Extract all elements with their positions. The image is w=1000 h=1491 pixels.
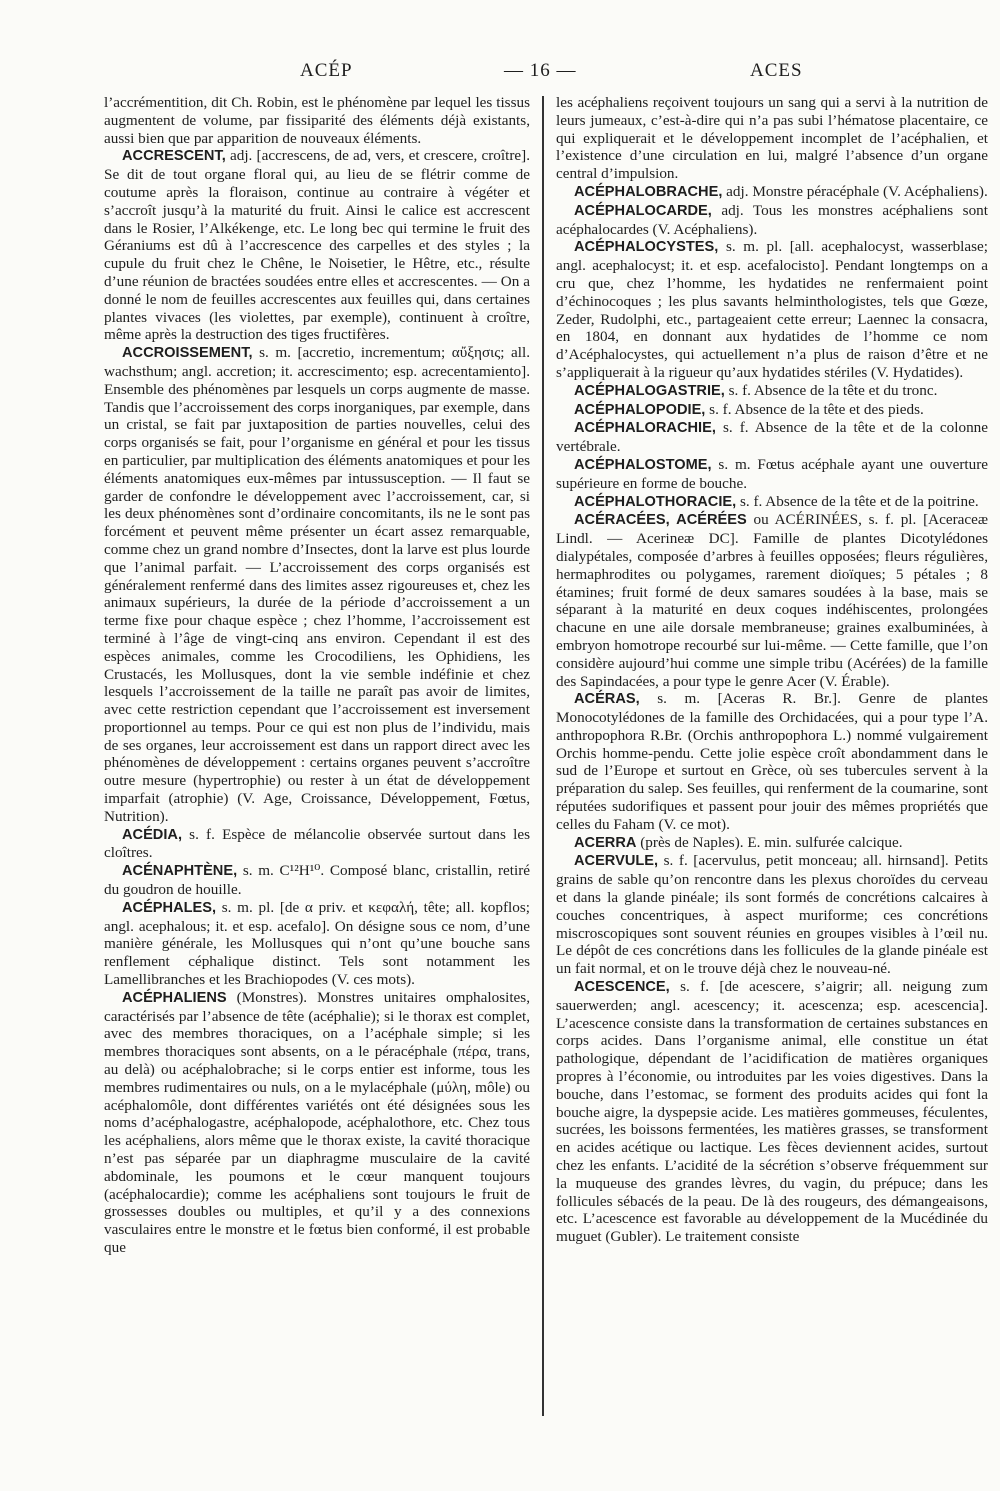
entry-headword: ACCROISSEMENT,	[122, 345, 253, 362]
entry-headword: ACÉPHALOSTOME,	[574, 456, 712, 473]
entry-headword: ACESCENCE,	[574, 979, 670, 996]
column-divider	[542, 96, 544, 1416]
entry-definition: adj. [accrescens, de ad, vers, et crescere, croître]. Se dit de tout organe floral qui, au lieu de se flétrir comme de coutume après la floraison, continue au contraire à végéter et s’accroît jusqu’à la maturité du fruit. Ainsi le calice est accrescent dans le Rosier, l’Alkékenge, etc. Le long bec qui termine le fruit des Géraniums est dû à l’accrescence des carpelles et des styles ; la cupule du fruit chez le Chêne, le Noisetier, le Hêtre, etc., résulte d’une réunion de bractées soudées entre elles et accrescentes. — On a donné le nom de feuilles accrescentes aux feuilles qui, dans certaines plantes vivaces (les violettes, par exemple), continuent à croître, même après la destruction des tiges fructifères.	[104, 147, 530, 344]
entry-definition: s. m. pl. [de α priv. et κεφαλή, tête; all. kopflos; angl. acephalous; it. et esp. acefalo]. On désigne sous ce nom, d’une manière générale, les Mollusques qui n’ont qu’une bouche sans renflement céphalique distinct. Tels sont notamment les Lamellibranches et les Brachiopodes (V. ces mots).	[104, 898, 530, 989]
header-right-guide-word: ACES	[750, 60, 803, 81]
entry-headword: ACÉPHALORACHIE,	[574, 420, 716, 437]
header-left-guide-word: ACÉP	[300, 60, 353, 81]
dictionary-entry	[104, 94, 530, 147]
dictionary-entry	[104, 344, 530, 826]
entry-definition: s. f. Espèce de mélancolie observée surtout dans les cloîtres.	[104, 825, 530, 862]
entry-headword: ACÉRAS,	[574, 691, 640, 708]
entry-definition: s. f. [acervulus, petit monceau; all. hirnsand]. Petits grains de sable qu’on rencontre dans les plexus choroïdes du cerveau et dans la glande pinéale; ils sont formés de concrétions calcaires à couches concentriques, à aspect muriforme; ces concrétions miscroscopiques sont souvent réunies en groupes visibles à l’œil nu. Le dépôt de ces concrétions dans les follicules de la glande pinéale est un fait normal, et on le trouve déjà chez le nouveau-né.	[556, 852, 988, 978]
dictionary-entry	[556, 690, 988, 833]
entry-headword: ACÉNAPHTÈNE,	[122, 863, 238, 880]
entry-headword: ACÉPHALOPODIE,	[574, 401, 706, 418]
entry-definition: s. m. pl. [all. acephalocyst, wasserblase; angl. acephalocyst; it. et esp. acefalocisto]. Pendant longtemps on a cru que, chez l’homme, les hydatides ne renfermaient point d’échinocoques ; les plus savants helminthologistes, tels que Gœze, Zeder, Rudolphi, etc., partageaient cette erreur; Laennec la consacra, en 1804, en donnant aux hydatides de l’homme ce nom d’Acéphalocystes, qui actuellement n’a plus de raison d’être et ne s’appliquerait à la rigueur qu’aux hydatides stériles (V. Hydatides).	[556, 238, 988, 381]
entry-headword: ACERRA	[574, 834, 637, 851]
entry-definition: s. m. [accretio, incrementum; αὔξησις; all. wachsthum; angl. accretion; it. accrescimento; esp. acrecentamiento]. Ensemble des phénomènes par lesquels un corps augmente de masse. Tandis que l’accroissement des corps inorganiques, par exemple, dans un cristal, se fait par juxtaposition de parties nouvelles, celui des corps organisés se fait, pour l’organisme en général et pour les tissus en particulier, par multiplication des éléments anatomiques et pour les éléments anatomiques eux-mêmes par intussusception. — Il faut se garder de confondre le développement avec l’accroissement, car, si les deux phénomènes sont d’ordinaire concomitants, ils ne le sont pas forcément et peuvent même présenter un écart assez remarquable, comme chez un grand nombre d’Insectes, dont la larve est plus lourde que l’animal parfait. — L’accroissement des corps organisés est généralement renfermé dans des limites assez rigoureuses et, chez les animaux supérieurs, la durée de la période d’accroissement a un terme fixe pour chaque espèce ; chez l’homme, l’accroissement est terminé à l’âge de vingt-cinq ans environ. Cependant il est des espèces animales, comme les Crocodiliens, les Ophidiens, les Crustacés, les Mollusques, dont la vie semble indéfinie et chez lesquels l’accroissement de la taille ne paraît pas avoir de limites, avec cette restriction cependant que l’accroissement est inversement proportionnel au temps. Pour ce qui est non plus de l’individu, mais de ses organes, leur accroissement est dans un rapport direct avec les phénomènes de développement : certains organes peuvent s’accroître outre mesure (hypertrophie) ou rester à un état de développement imparfait (atrophie) (V. Age, Croissance, Développement, Fœtus, Nutrition).	[104, 344, 530, 825]
entry-definition: adj. Tous les monstres acéphaliens sont acéphalocardes (V. Acéphaliens).	[556, 201, 988, 238]
entry-headword: ACÉDIA,	[122, 826, 182, 843]
entry-definition: s. f. Absence de la tête et des pieds.	[705, 400, 924, 418]
entry-headword: ACÉRACÉES, ACÉRÉES	[574, 512, 747, 529]
page-number: — 16 —	[504, 60, 577, 81]
dictionary-entry	[556, 202, 988, 239]
entry-definition: les acéphaliens reçoivent toujours un sang qui a servi à la nutrition de leurs jumeaux, c’est-à-dire qui n’a pas subi l’hématose placentaire, ce qui expliquerait et le développement incomplet de l’acéphalien, et l’existence d’une circulation en lui, malgré l’absence d’un organe central d’impulsion.	[556, 94, 988, 183]
entry-headword: ACÉPHALOBRACHE,	[574, 183, 723, 200]
entry-definition: s. m. C¹²H¹⁰. Composé blanc, cristallin, retiré du goudron de houille.	[104, 862, 530, 899]
dictionary-entry	[556, 493, 988, 512]
entry-headword: ACÉPHALOCYSTES,	[574, 239, 719, 256]
entry-definition: s. f. Absence de la tête et de la colonne vertébrale.	[556, 419, 988, 456]
entry-headword: ACÉPHALOGASTRIE,	[574, 382, 725, 399]
dictionary-entry	[556, 419, 988, 456]
dictionary-entry	[104, 899, 530, 989]
running-header	[104, 60, 986, 90]
entry-headword: ACÉPHALIENS	[122, 989, 227, 1006]
entry-definition: s. m. [Aceras R. Br.]. Genre de plantes Monocotylédones de la famille des Orchidacées, qui a pour type l’A. anthropophora R.Br. (Orchis anthropophora L.) nommé vulgairement Orchis homme-pendu. Cette jolie espèce croît abondamment dans le sud de l’Europe et surtout en Grèce, où ses tubercules servent à la préparation du salep. Ses feuilles, qui renferment de la coumarine, sont réputées sudorifiques et passent pour jouir des mêmes propriétés que celles du Faham (V. ce mot).	[556, 690, 988, 833]
entry-definition: s. f. [de acescere, s’aigrir; all. neigung zum sauerwerden; angl. acescency; it. acescenza; esp. acescencia]. L’acescence consiste dans la transformation de certaines substances en corps acides. Dans l’organisme animal, elle constitue un état pathologique, dépendant de l’acidification de matières organiques propres à l’économie, ou introduites par les voies digestives. Dans la bouche, dans l’estomac, se forment des produits acides qui font la bouche aigre, la dyspepsie acide. Les matières gommeuses, féculentes, sucrées, les boissons fermentées, les matières grasses, se transforment en acides acétique ou lactique. Les fèces deviennent acides, surtout chez les enfants. L’acidité de la sécrétion s’observe fréquemment sur la muqueuse des grandes lèvres, du vagin, du prépuce; dans les follicules sébacés de la peau. De là des rougeurs, des démangeaisons, etc. L’acescence est favorable au développement de la Mucédinée du muguet (Gubler). Le traitement consiste	[556, 978, 988, 1246]
entry-definition: (Monstres). Monstres unitaires omphalosites, caractérisés par l’absence de tête (acéphalie); si le thorax est complet, avec des membres thoraciques, on a l’acéphale simple; si les membres thoraciques sont absents, on a le péracéphale (πέρα, trans, au delà) ou acéphalobrache; si le corps entier est informe, tous les membres rudimentaires ou nuls, on a le mylacéphale (μύλη, môle) ou acéphalomôle, dont différentes variétés ont été désignées sous les noms d’acéphalogastre, acéphalopode, acéphalothore, etc. Chez tous les acéphaliens, alors même que le thorax existe, la cavité thoracique n’est pas séparée par un diaphragme musculaire de la cavité abdominale, les poumons et le cœur manquent toujours (acéphalocardie); comme les acéphaliens sont toujours le fruit de grossesses doubles ou multiples, et qu’il y a des connexions vasculaires entre le monstre et le fœtus bien conformé, il est probable que	[104, 988, 530, 1256]
right-column	[556, 94, 988, 1246]
dictionary-entry	[556, 834, 988, 853]
dictionary-entry	[104, 862, 530, 899]
entry-definition: adj. Monstre péracéphale (V. Acéphaliens).	[722, 182, 988, 200]
dictionary-entry	[104, 989, 530, 1257]
entry-definition: l’accrémentition, dit Ch. Robin, est le phénomène par lequel les tissus augmentent de volume, par fissiparité des éléments déjà existants, aussi bien que par apparition de nouveaux éléments.	[104, 94, 530, 147]
dictionary-entry	[104, 826, 530, 863]
entry-headword: ACÉPHALOCARDE,	[574, 202, 712, 219]
dictionary-entry	[556, 852, 988, 978]
dictionary-entry	[556, 456, 988, 493]
dictionary-entry	[104, 147, 530, 344]
entry-definition: s. f. Absence de la tête et du tronc.	[724, 381, 938, 399]
entry-definition: s. f. Absence de la tête et de la poitrine.	[736, 492, 979, 510]
entry-headword: ACÉPHALOTHORACIE,	[574, 493, 737, 510]
left-column	[104, 94, 530, 1257]
entry-definition: s. m. Fœtus acéphale ayant une ouverture supérieure en forme de bouche.	[556, 455, 988, 492]
entry-headword: ACCRESCENT,	[122, 148, 226, 165]
dictionary-entry	[556, 238, 988, 381]
dictionary-entry	[556, 183, 988, 202]
dictionary-entry	[556, 511, 988, 690]
dictionary-entry	[556, 401, 988, 420]
dictionary-entry	[556, 978, 988, 1246]
entry-definition: ou ACÉRINÉES, s. f. pl. [Aceraceæ Lindl. — Acerineæ DC]. Famille de plantes Dicotylédones dialypétales, composée d’arbres à feuilles opposées; fleurs régulières, hermaphrodites ou polygames, rarement dioïques; 5 pétales ; 8 étamines; fruit formé de deux samares soudées à la base, mais se séparant à la maturité en deux coques indéhiscentes, prolongées chacune en une aile dorsale membraneuse; graines exalbuminées, à embryon homotrope recourbé sur lui-même. — Cette famille, que l’on considère aujourd’hui comme une simple tribu (Acérées) de la famille des Sapindacées, a pour type le genre Acer (V. Érable).	[556, 511, 988, 690]
entry-headword: ACÉPHALES,	[122, 899, 217, 916]
dictionary-entry	[556, 382, 988, 401]
entry-definition: (près de Naples). E. min. sulfurée calcique.	[636, 833, 903, 851]
dictionary-entry	[556, 94, 988, 183]
entry-headword: ACERVULE,	[574, 853, 659, 870]
